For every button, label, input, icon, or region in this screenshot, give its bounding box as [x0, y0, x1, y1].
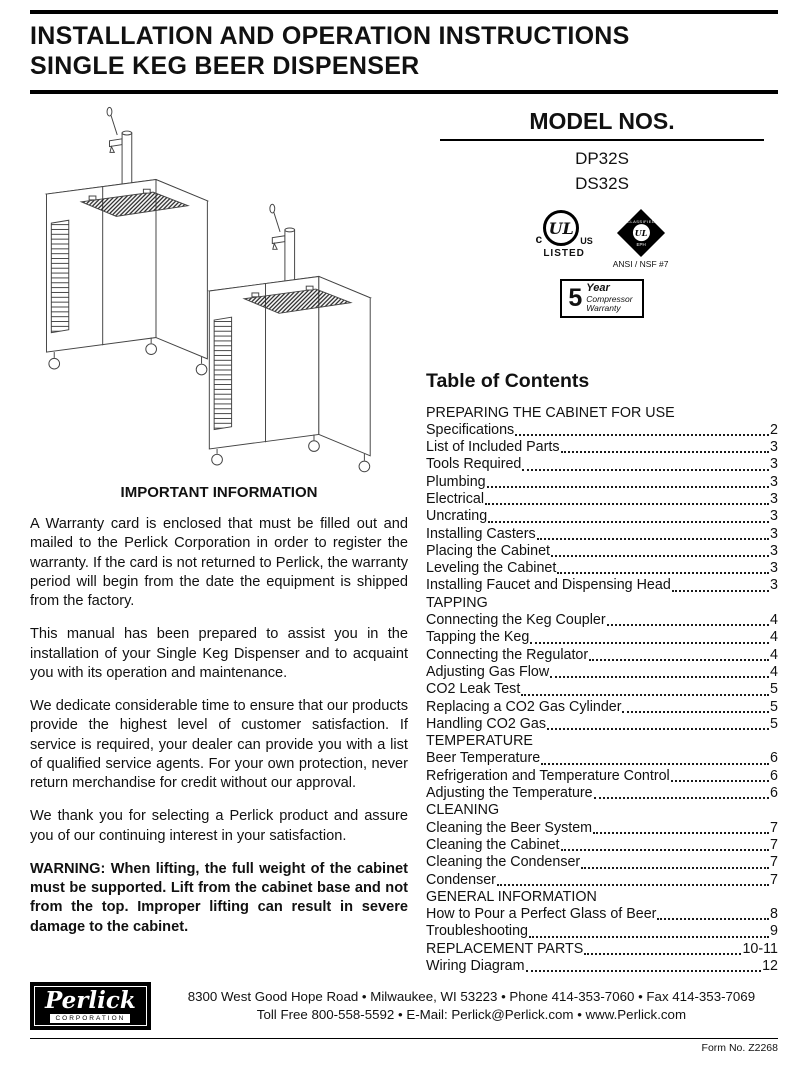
- model-nos-heading: MODEL NOS.: [440, 108, 764, 141]
- toc-dotted-leader: [521, 694, 769, 696]
- document-header: [30, 10, 778, 94]
- toc-entry: [426, 681, 778, 698]
- toc-entry-page: 3: [770, 577, 778, 594]
- toc-entry: [426, 543, 778, 560]
- toc-entry-label: Connecting the Regulator: [426, 646, 589, 663]
- toc-dotted-leader: [550, 676, 769, 678]
- toc-dotted-leader: [657, 918, 769, 920]
- toc-dotted-leader: [485, 503, 769, 505]
- title-line-2: SINGLE KEG BEER DISPENSER: [30, 52, 420, 80]
- toc-entry-label: Placing the Cabinet: [426, 542, 550, 559]
- toc-entry: [426, 820, 778, 837]
- toc-entry-label: Handling CO2 Gas: [426, 715, 546, 732]
- toc-entry-page: 4: [770, 663, 778, 680]
- toc-entry-page: 3: [770, 508, 778, 525]
- toc-entry-label: CO2 Leak Test: [426, 681, 521, 698]
- toc-entry-page: 7: [770, 854, 778, 871]
- body-paragraph: We thank you for selecting a Perlick product and assure you of our continuing interest in your satisfaction.: [30, 808, 408, 844]
- toc-dotted-leader: [541, 763, 769, 765]
- toc-dotted-leader: [593, 832, 769, 834]
- toc-entry-page: 3: [770, 473, 778, 490]
- toc-entry-page: 10-11: [742, 940, 778, 957]
- toc-entry-label: Cleaning the Condenser: [426, 854, 581, 871]
- toc-dotted-leader: [547, 728, 769, 730]
- toc-entry-page: 3: [770, 542, 778, 559]
- ul-classified-diamond-icon: [617, 209, 665, 257]
- toc-entry: [426, 785, 778, 802]
- toc-entry: [426, 958, 778, 975]
- toc-dotted-leader: [594, 797, 769, 799]
- model-list: [426, 147, 778, 196]
- perlick-logo-subtext: CORPORATION: [50, 1014, 130, 1023]
- toc-entry-page: 12: [762, 958, 778, 974]
- keg-dispenser-illustration: [30, 102, 408, 480]
- toc-dotted-leader: [526, 970, 762, 972]
- toc-entry: [426, 456, 778, 473]
- ul-c-label: c: [535, 232, 543, 247]
- model-number: DS32S: [575, 173, 629, 193]
- toc-entry: [426, 405, 778, 422]
- toc-entry-label: Uncrating: [426, 508, 488, 525]
- cabinet-a: [46, 107, 207, 375]
- toc-entry-label: Installing Faucet and Dispensing Head: [426, 577, 671, 594]
- toc-dotted-leader: [589, 659, 769, 661]
- footer-divider: [30, 1038, 778, 1039]
- toc-entry-page: 4: [770, 646, 778, 663]
- toc-dotted-leader: [537, 538, 769, 540]
- toc-dotted-leader: [581, 867, 769, 869]
- toc-heading: Table of Contents: [426, 369, 590, 392]
- toc-entry: [426, 889, 778, 906]
- toc-entry: [426, 560, 778, 577]
- toc-dotted-leader: [522, 469, 769, 471]
- toc-dotted-leader: [561, 849, 770, 851]
- content-columns: [30, 100, 778, 975]
- toc-entry-page: 9: [770, 923, 778, 940]
- ul-circle-icon: UL: [543, 210, 579, 246]
- toc-entry: [426, 733, 778, 750]
- body-paragraph: We dedicate considerable time to ensure that our products provide the highest level of customer satisfaction. If service is required, your dealer can provide you with a list of qualified service agents. For your own protection, never return merchandise for credit without our approval.: [30, 698, 408, 791]
- toc-entry-label: TAPPING: [426, 594, 488, 611]
- right-column: [426, 100, 778, 975]
- toc-entry-label: How to Pour a Perfect Glass of Beer: [426, 906, 657, 923]
- toc-entry-page: 8: [770, 906, 778, 923]
- toc-entry-label: Adjusting Gas Flow: [426, 663, 550, 680]
- toc-entry-label: Refrigeration and Temperature Control: [426, 767, 670, 784]
- toc-dotted-leader: [497, 884, 769, 886]
- toc-entry: [426, 508, 778, 525]
- toc-entry: [426, 474, 778, 491]
- toc-entry-page: 7: [770, 819, 778, 836]
- toc-entry: [426, 699, 778, 716]
- warranty-compressor-label: Compressor: [586, 294, 633, 305]
- warning-paragraph: WARNING: When lifting, the full weight of the cabinet must be supported. Lift from the cabinet base and not from the top. Improper lifting can result in severe damage to the cabinet.: [30, 860, 408, 935]
- toc-entry-label: Troubleshooting: [426, 923, 528, 940]
- eph-label: EPH: [635, 242, 646, 248]
- toc-entry-label: Leveling the Cabinet: [426, 560, 557, 577]
- toc-entry-label: List of Included Parts: [426, 439, 560, 456]
- toc-entry-page: 6: [770, 767, 778, 784]
- toc-entry: [426, 595, 778, 612]
- toc-entry: [426, 768, 778, 785]
- toc-dotted-leader: [622, 711, 769, 713]
- toc-entry: [426, 577, 778, 594]
- toc-entry: [426, 439, 778, 456]
- toc-entry: [426, 422, 778, 439]
- toc-entry-page: 7: [770, 871, 778, 888]
- toc-entry-label: Cleaning the Beer System: [426, 819, 593, 836]
- toc-entry-label: Electrical: [426, 490, 484, 507]
- toc-dotted-leader: [515, 434, 769, 436]
- toc-entry-label: Installing Casters: [426, 525, 536, 542]
- important-information-paragraphs: [30, 515, 408, 846]
- toc-entry: [426, 837, 778, 854]
- toc-entry-page: 3: [770, 490, 778, 507]
- toc-entry-page: 4: [770, 629, 778, 646]
- toc-entry: [426, 750, 778, 767]
- ul-classified-mark: [613, 210, 669, 269]
- toc-entry-page: 4: [770, 612, 778, 629]
- toc-entry: [426, 906, 778, 923]
- model-number: DP32S: [575, 149, 629, 168]
- toc-entry-label: PREPARING THE CABINET FOR USE: [426, 404, 675, 421]
- toc-dotted-leader: [584, 953, 741, 955]
- toc-entry-page: 5: [770, 698, 778, 715]
- ul-listed-icon: [536, 210, 593, 246]
- warranty-warranty-label: Warranty: [586, 303, 621, 314]
- toc-entry: [426, 612, 778, 629]
- toc-entry-page: 5: [770, 681, 778, 698]
- toc-entry: [426, 872, 778, 889]
- title-line-1: INSTALLATION AND OPERATION INSTRUCTIONS: [30, 22, 630, 50]
- company-contact-info: [165, 988, 778, 1024]
- warranty-badge: [560, 279, 643, 317]
- form-number: Form No. Z2268: [701, 1042, 778, 1054]
- ansi-nsf-label: ANSI / NSF #7: [612, 259, 669, 270]
- toc-dotted-leader: [487, 486, 769, 488]
- document-footer: [30, 982, 778, 1054]
- warranty-number: 5: [568, 283, 583, 312]
- toc-entry-page: 5: [770, 715, 778, 732]
- body-paragraph: A Warranty card is enclosed that must be filled out and mailed to the Perlick Corporation in order to register the warranty. If the card is not returned to Perlick, the warranty period will begin from the date the equipment is shipped from the factory.: [30, 516, 408, 609]
- address-line-2: Toll Free 800-558-5592 • E-Mail: Perlick@Perlick.com • www.Perlick.com: [256, 1006, 687, 1022]
- address-line-1: 8300 West Good Hope Road • Milwaukee, WI 53223 • Phone 414-353-7060 • Fax 414-353-7069: [187, 988, 756, 1004]
- toc-dotted-leader: [672, 590, 769, 592]
- toc-dotted-leader: [607, 624, 769, 626]
- classified-label: CLASSIFIED: [626, 219, 655, 225]
- toc-entry-label: Replacing a CO2 Gas Cylinder: [426, 698, 622, 715]
- toc-entry-label: Connecting the Keg Coupler: [426, 612, 606, 629]
- certification-marks: [426, 210, 778, 317]
- toc-entry-label: REPLACEMENT PARTS: [426, 940, 584, 957]
- toc-entry: [426, 716, 778, 733]
- toc-dotted-leader: [557, 572, 769, 574]
- ul-listed-label: LISTED: [543, 248, 585, 260]
- toc-dotted-leader: [529, 936, 769, 938]
- important-information-heading: IMPORTANT INFORMATION: [120, 484, 318, 501]
- table-of-contents: [426, 405, 778, 976]
- toc-entry-label: GENERAL INFORMATION: [426, 888, 597, 905]
- toc-entry-label: Tools Required: [426, 456, 522, 473]
- warranty-year-label: Year: [586, 282, 610, 295]
- toc-entry-label: Wiring Diagram: [426, 958, 525, 974]
- toc-entry: [426, 526, 778, 543]
- toc-entry-label: Specifications: [426, 421, 515, 438]
- toc-entry-page: 3: [770, 456, 778, 473]
- toc-entry-label: Tapping the Keg: [426, 629, 530, 646]
- toc-entry-label: CLEANING: [426, 802, 500, 819]
- toc-entry-page: 7: [770, 836, 778, 853]
- toc-entry: [426, 802, 778, 819]
- toc-dotted-leader: [530, 642, 769, 644]
- toc-entry-label: TEMPERATURE: [426, 733, 533, 750]
- toc-entry-page: 2: [770, 421, 778, 438]
- toc-entry-label: Cleaning the Cabinet: [426, 836, 560, 853]
- toc-entry-page: 6: [770, 750, 778, 767]
- ul-classified-circle-icon: UL: [632, 224, 649, 241]
- toc-entry-label: Condenser: [426, 871, 496, 888]
- toc-entry: [426, 664, 778, 681]
- perlick-logo-text: Perlick: [45, 986, 136, 1014]
- toc-entry: [426, 647, 778, 664]
- toc-entry-page: 3: [770, 525, 778, 542]
- toc-entry: [426, 941, 778, 958]
- toc-entry-page: 3: [770, 439, 778, 456]
- toc-entry-label: Plumbing: [426, 473, 486, 490]
- perlick-logo: [30, 982, 151, 1030]
- toc-dotted-leader: [551, 555, 769, 557]
- ul-us-label: US: [580, 236, 593, 247]
- certification-row: [536, 210, 669, 269]
- toc-entry-page: 6: [770, 785, 778, 802]
- toc-entry: [426, 923, 778, 940]
- left-column: [30, 100, 408, 975]
- cabinet-b: [209, 204, 370, 472]
- toc-entry: [426, 629, 778, 646]
- toc-entry-label: Beer Temperature: [426, 750, 541, 767]
- body-paragraph: This manual has been prepared to assist you in the installation of your Single Keg Dispenser and to acquaint you with its operation and maintenance.: [30, 626, 408, 681]
- ul-listed-mark: [536, 210, 593, 259]
- toc-dotted-leader: [671, 780, 769, 782]
- toc-entry: [426, 854, 778, 871]
- toc-entry-page: 3: [770, 560, 778, 577]
- toc-entry: [426, 491, 778, 508]
- model-numbers: [426, 108, 778, 196]
- document-title: [30, 21, 778, 81]
- toc-dotted-leader: [561, 451, 770, 453]
- toc-dotted-leader: [488, 521, 769, 523]
- toc-entry-label: Adjusting the Temperature: [426, 785, 593, 802]
